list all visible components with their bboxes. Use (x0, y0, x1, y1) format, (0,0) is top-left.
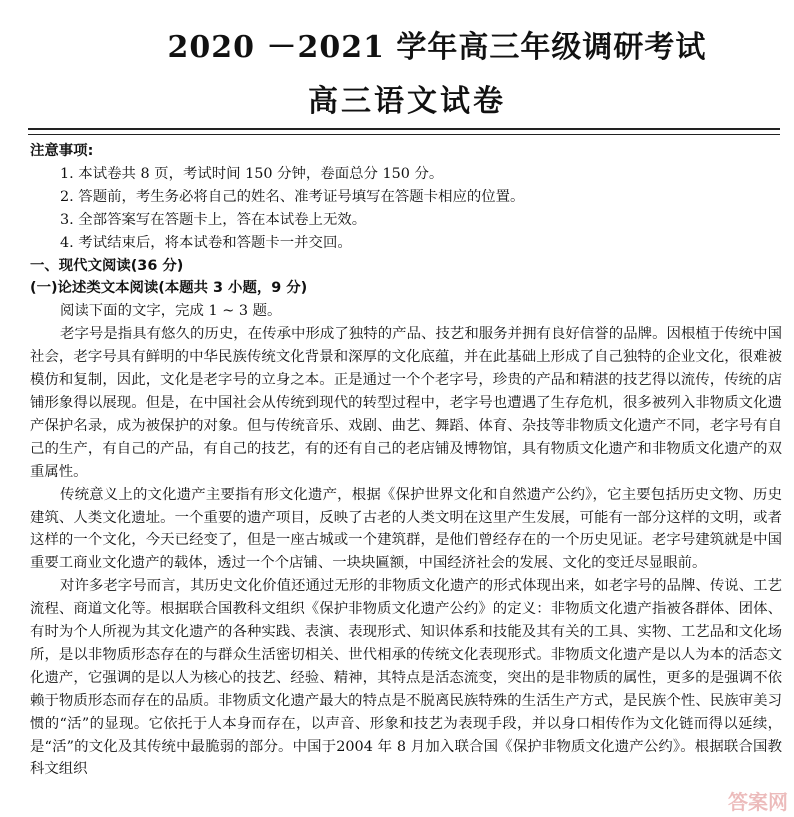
header-rule-thick (28, 128, 780, 130)
watermark-logo: 答案网 (728, 790, 788, 814)
section-heading: 一、现代文阅读(36 分) (30, 257, 184, 274)
notice-heading: 注意事项: (30, 143, 94, 159)
notice-item: 2. 答题前，考生务必将自己的姓名、准考证号填写在答题卡相应的位置。 (60, 188, 525, 205)
exam-body (30, 140, 782, 781)
notice-item: 3. 全部答案写在答题卡上，答在本试卷上无效。 (60, 211, 367, 228)
paper-subtitle: 高三语文试卷 (308, 84, 506, 119)
subsection-heading: (一)论述类文本阅读(本题共 3 小题，9 分) (30, 280, 308, 297)
header-rule-thin (28, 134, 780, 135)
reading-instruction: 阅读下面的文字，完成 1 ~ 3 题。 (60, 303, 282, 320)
notice-item: 1. 本试卷共 8 页，考试时间 150 分钟，卷面总分 150 分。 (60, 165, 444, 182)
exam-title: 2020 －2021 学年高三年级调研考试 (167, 30, 707, 65)
article-paragraph: 传统意义上的文化遗产主要指有形文化遗产，根据《保护世界文化和自然遗产公约》，它主要包括历史文物、历史建筑、人类文化遗址。一个重要的遗产项目，反映了古老的人类文明在这里产生发展，可能有一部分这样的文明，或者这样的一个文化，今天已经变了，但是一座古城或一个建筑群，是他们曾经存在的一个历史见证。老字号建筑就是中国重要工商业文化遗产的载体，透过一个个店铺、一块块匾额，中国经济社会的发展、文化的变迁尽显眼前。 (30, 486, 782, 572)
article-paragraph: 老字号是指具有悠久的历史，在传承中形成了独特的产品、技艺和服务并拥有良好信誉的品牌。因根植于传统中国社会，老字号具有鲜明的中华民族传统文化背景和深厚的文化底蕴，并在此基础上形成了自己独特的企业文化，很难被模仿和复制，因此，文化是老字号的立身之本。正是通过一个个老字号，珍贵的产品和精湛的技艺得以流传，传统的店铺形象得以展现。但是，在中国社会从传统到现代的转型过程中，老字号也遭遇了生存危机，很多被列入非物质文化遗产保护名录，成为被保护的对象。但与传统音乐、戏剧、曲艺、舞蹈、体育、杂技等非物质文化遗产不同，老字号有自己的生产，有自己的产品，有自己的技艺，有的还有自己的老店铺及博物馆，具有物质文化遗产和非物质文化遗产的双重属性。 (30, 326, 782, 480)
article-paragraph: 对许多老字号而言，其历史文化价值还通过无形的非物质文化遗产的形式体现出来，如老字号的品牌、传说、工艺流程、商道文化等。根据联合国教科文组织《保护非物质文化遗产公约》的定义：非物质文化遗产指被各群体、团体、有时为个人所视为其文化遗产的各种实践、表演、表现形式、知识体系和技能及其有关的工具、实物、工艺品和文化场所，是以非物质形态存在的与群众生活密切相关、世代相承的传统文化表现形式。非物质文化遗产是以人为本的活态文化遗产，它强调的是以人为核心的技艺、经验、精神，其特点是活态流变，突出的是非物质的属性，更多的是强调不依赖于物质形态而存在的品质。非物质文化遗产最大的特点是不脱离民族特殊的生活生产方式，是民族个性、民族审美习惯的“活”的显现。它依托于人本身而存在，以声音、形象和技艺为表现手段，并以身口相传作为文化链而得以延续，是“活”的文化及其传统中最脆弱的部分。中国于2004 年 8 月加入联合国《保护非物质文化遗产公约》。根据联合国教科文组织 (30, 578, 782, 778)
notice-item: 4. 考试结束后，将本试卷和答题卡一并交回。 (60, 234, 352, 251)
